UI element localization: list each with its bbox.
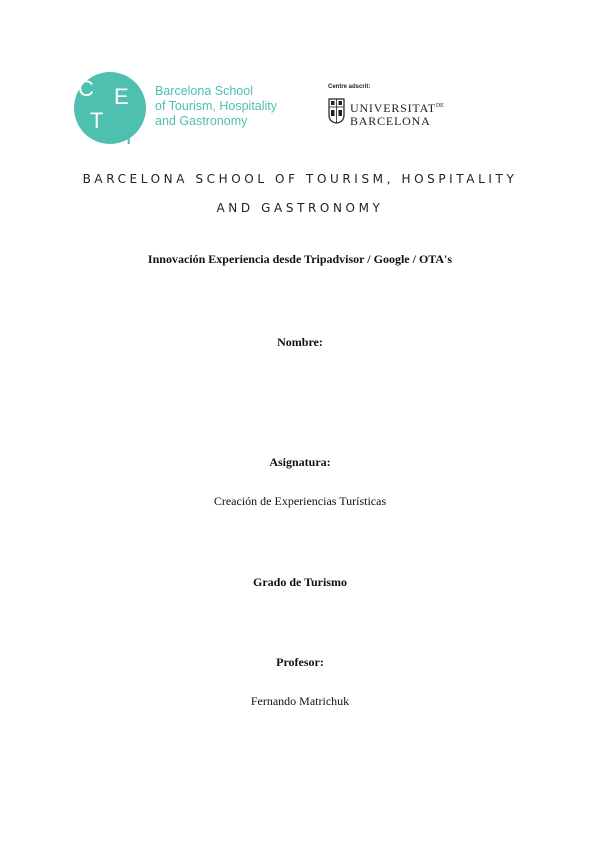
work-title: Innovación Experiencia desde Tripadvisor / Google / OTA's xyxy=(147,252,453,266)
grado-label: Grado de Turismo xyxy=(252,575,348,589)
cett-letter-e: E xyxy=(114,84,129,109)
school-title xyxy=(60,165,540,223)
ub-shield-icon xyxy=(328,98,345,124)
profesor-value: Fernando Matrichuk xyxy=(250,694,350,708)
asignatura-value: Creación de Experiencias Turísticas xyxy=(213,494,387,508)
cett-line-3: and Gastronomy xyxy=(155,114,248,128)
cett-line-2: of Tourism, Hospitality xyxy=(155,99,278,113)
ub-logo xyxy=(328,84,448,128)
header-logos xyxy=(70,70,450,150)
asignatura-label: Asignatura: xyxy=(269,455,331,469)
school-title-line-1: BARCELONA SCHOOL OF TOURISM, HOSPITALITY xyxy=(82,172,518,186)
profesor-label: Profesor: xyxy=(276,655,324,669)
ub-de: DE xyxy=(435,103,444,109)
cett-line-1: Barcelona School xyxy=(155,84,253,98)
cett-letter-c: C xyxy=(78,76,94,101)
nombre-label: Nombre: xyxy=(277,335,323,349)
cett-logo-text xyxy=(155,84,277,129)
school-title-line-2: AND GASTRONOMY xyxy=(216,201,384,215)
ub-name xyxy=(350,100,444,128)
ub-caption: Centre adscrit: xyxy=(328,84,371,90)
ub-line-2: BARCELONA xyxy=(350,114,431,128)
ub-line-1: UNIVERSITAT xyxy=(350,101,436,115)
cett-letter-t1: T xyxy=(90,108,104,133)
cett-letter-t2: T xyxy=(122,124,136,148)
cett-logo-mark xyxy=(70,70,146,148)
